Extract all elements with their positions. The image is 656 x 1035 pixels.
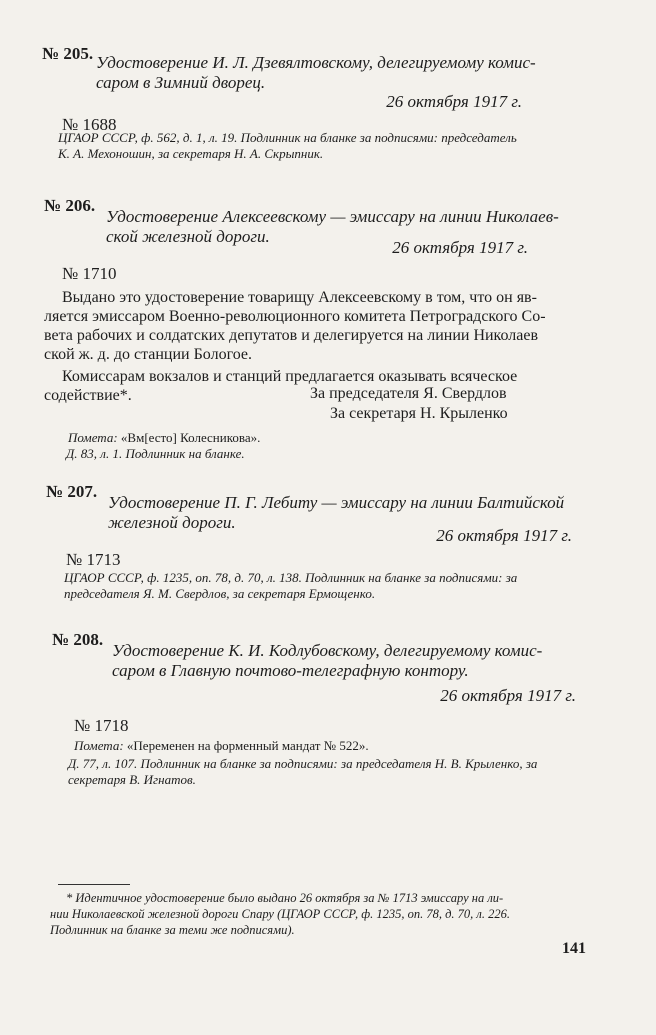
entry-title-line: Удостоверение Алексеевскому — эмиссару на линии Николаев- bbox=[106, 207, 559, 226]
document-number: № 1688 bbox=[62, 115, 117, 134]
document-number: № 1710 bbox=[62, 264, 117, 283]
entry-date: 26 октября 1917 г. bbox=[386, 92, 522, 111]
archive-source-line: Д. 83, л. 1. Подлинник на бланке. bbox=[66, 446, 245, 461]
document-body-line: Комиссарам вокзалов и станций предлагается оказывать всяческое bbox=[62, 368, 518, 385]
document-number: № 1713 bbox=[66, 550, 121, 569]
entry-title-line: Удостоверение П. Г. Лебиту — эмиссару на линии Балтийской bbox=[108, 493, 565, 512]
document-number: № 1718 bbox=[74, 716, 129, 735]
entry-title-line: Удостоверение И. Л. Дзевялтовскому, делегируемому комис- bbox=[96, 53, 536, 72]
document-body-line: вета рабочих и солдатских депутатов и делегируется на линии Николаев bbox=[44, 327, 539, 344]
document-body-line: ской ж. д. до станции Бологое. bbox=[44, 346, 253, 363]
archive-source-line: председателя Я. М. Свердлов, за секретаря Ермощенко. bbox=[64, 586, 376, 601]
entry-date: 26 октября 1917 г. bbox=[392, 238, 528, 257]
note-label: Помета: bbox=[68, 430, 118, 445]
entry-number: № 206. bbox=[44, 196, 96, 215]
signature-line: За секретаря Н. Крыленко bbox=[330, 405, 508, 422]
signature-line: За председателя Я. Свердлов bbox=[310, 385, 507, 402]
page-number: 141 bbox=[562, 940, 586, 957]
entry-date: 26 октября 1917 г. bbox=[440, 686, 576, 705]
entry-title-line: ской железной дороги. bbox=[106, 227, 270, 246]
document-body-line: Выдано это удостоверение товарищу Алексеевскому в том, что он яв- bbox=[62, 289, 537, 306]
footnote-divider bbox=[58, 884, 130, 885]
archive-source-line: секретаря В. Игнатов. bbox=[68, 772, 196, 787]
archive-source-line: ЦГАОР СССР, ф. 562, д. 1, л. 19. Подлинник на бланке за подписями: председатель bbox=[58, 130, 517, 145]
entry-title-line: Удостоверение К. И. Кодлубовскому, делегируемому комис- bbox=[112, 641, 543, 660]
entry-title-line: саром в Зимний дворец. bbox=[96, 73, 266, 92]
annotation-note bbox=[68, 430, 260, 446]
entry-title-line: саром в Главную почтово-телеграфную контору. bbox=[112, 661, 469, 680]
entry-number: № 205. bbox=[42, 44, 94, 63]
annotation-note bbox=[74, 738, 369, 754]
entry-number: № 207. bbox=[46, 482, 98, 501]
note-text: «Переменен на форменный мандат № 522». bbox=[126, 738, 369, 753]
archive-source-line: Д. 77, л. 107. Подлинник на бланке за подписями: за председателя Н. В. Крыленко, за bbox=[68, 756, 538, 771]
document-body-line: содействие*. bbox=[44, 387, 132, 404]
entry-title-line: железной дороги. bbox=[108, 513, 236, 532]
footnote-line: * Идентичное удостоверение было выдано 26 октября за № 1713 эмиссару на ли- bbox=[66, 891, 504, 905]
note-text: «Вм[есто] Колесникова». bbox=[120, 430, 261, 445]
note-label: Помета: bbox=[74, 738, 124, 753]
document-body-line: ляется эмиссаром Военно-революционного комитета Петроградского Со- bbox=[44, 308, 546, 325]
entry-date: 26 октября 1917 г. bbox=[436, 526, 572, 545]
footnote-line: нии Николаевской железной дороги Спару (ЦГАОР СССР, ф. 1235, оп. 78, д. 70, л. 226. bbox=[50, 907, 510, 921]
footnote-line: Подлинник на бланке за теми же подписями). bbox=[50, 923, 295, 937]
entry-number: № 208. bbox=[52, 630, 104, 649]
archive-source-line: К. А. Мехоношин, за секретаря Н. А. Скрыпник. bbox=[58, 146, 324, 161]
archive-source-line: ЦГАОР СССР, ф. 1235, оп. 78, д. 70, л. 138. Подлинник на бланке за подписями: за bbox=[64, 570, 518, 585]
